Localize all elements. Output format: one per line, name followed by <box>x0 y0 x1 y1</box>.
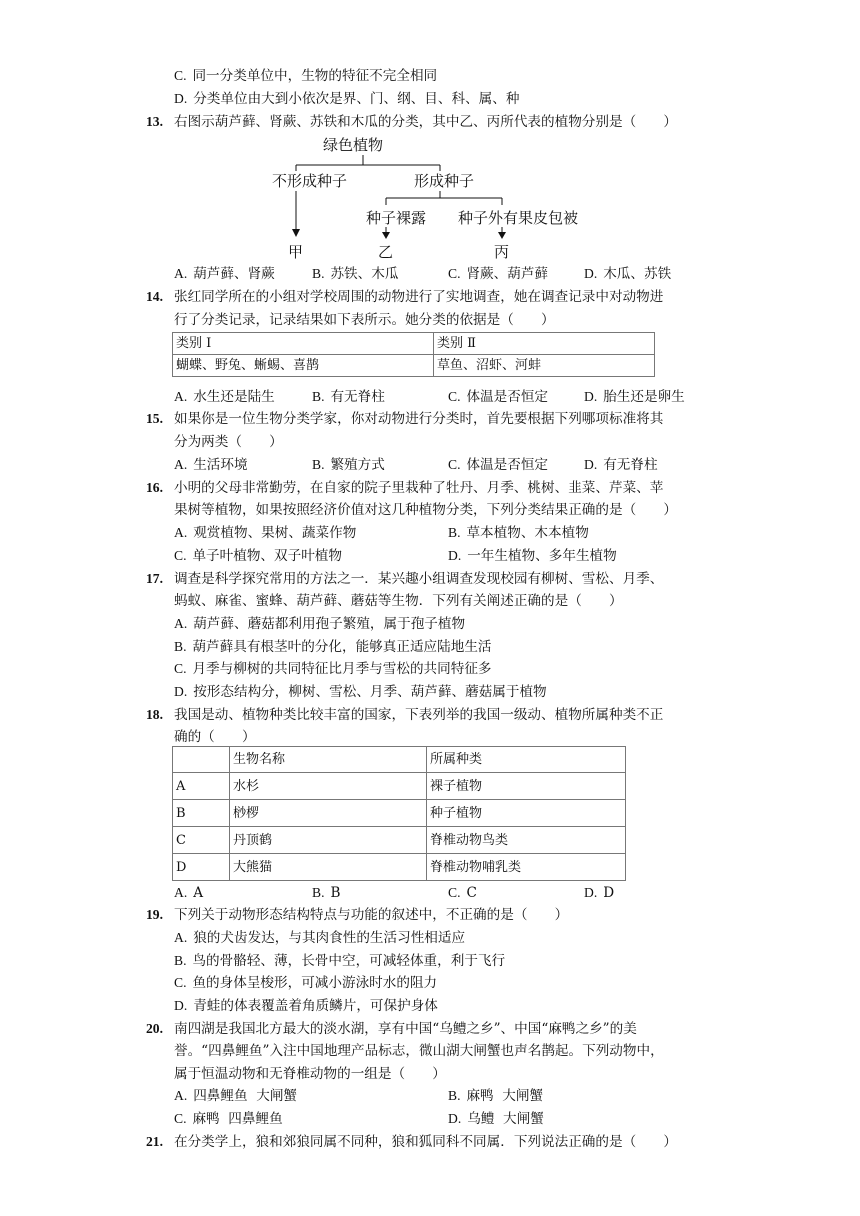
q17-stem-line2: 蚂蚁、麻雀、蜜蜂、葫芦藓、蘑菇等生物．下列有关阐述正确的是（ ） <box>174 593 623 609</box>
q20-stem-line2: 誉。“四鼻鲤鱼”入注中国地理产品标志，微山湖大闸蟹也声名鹊起。下列动物中， <box>174 1043 664 1059</box>
q19-option-b[interactable]: B. 鸟的骨骼轻、薄，长骨中空，可减轻体重，利于飞行 <box>174 953 506 969</box>
q18-number: 18. <box>146 707 163 722</box>
table-cell: 大熊猫 <box>230 854 427 881</box>
q17-option-c[interactable]: C. 月季与柳树的共同特征比月季与雪松的共同特征多 <box>174 661 492 677</box>
plant-classification-diagram <box>260 133 620 263</box>
q12-option-c: C. 同一分类单位中，生物的特征不完全相同 <box>174 68 438 84</box>
q14-stem-line1: 张红同学所在的小组对学校周围的动物进行了实地调查，她在调查记录中对动物进 <box>174 289 664 305</box>
q14-table-header-1: 类别 I <box>173 333 434 355</box>
q17-number: 17. <box>146 571 163 586</box>
q18-stem-line2: 确的（ ） <box>174 729 256 745</box>
table-cell: B <box>173 800 230 827</box>
diagram-leaf-yi: 乙 <box>378 243 394 261</box>
q15-option-a[interactable]: A. 生活环境 <box>174 457 248 473</box>
diagram-leaf-jia: 甲 <box>288 243 304 261</box>
q14-table-cell-2: 草鱼、沼虾、河蚌 <box>434 355 655 377</box>
q19-stem: 下列关于动物形态结构特点与功能的叙述中，不正确的是（ ） <box>174 907 569 923</box>
diagram-fruit-seed-label: 种子外有果皮包被 <box>458 209 579 227</box>
q16-stem-line1: 小明的父母非常勤劳，在自家的院子里栽种了牡丹、月季、桃树、韭菜、芹菜、苹 <box>174 480 664 496</box>
table-row <box>173 827 626 854</box>
table-row <box>173 773 626 800</box>
q16-stem-line2: 果树等植物，如果按照经济价值对这几种植物分类，下列分类结果正确的是（ ） <box>174 502 677 518</box>
q16-number: 16. <box>146 480 163 495</box>
q16-option-c[interactable]: C. 单子叶植物、双子叶植物 <box>174 548 342 564</box>
table-cell: 脊椎动物鸟类 <box>427 827 626 854</box>
table-cell: 种子植物 <box>427 800 626 827</box>
q17-option-b[interactable]: B. 葫芦藓具有根茎叶的分化，能够真正适应陆地生活 <box>174 639 492 655</box>
q18-option-c[interactable]: C. C <box>448 885 477 901</box>
diagram-no-seed-label: 不形成种子 <box>272 172 348 190</box>
q14-table-cell-1: 蝴蝶、野兔、蜥蜴、喜鹊 <box>173 355 434 377</box>
q12-option-d: D. 分类单位由大到小依次是界、门、纲、目、科、属、种 <box>174 91 520 107</box>
table-cell: 裸子植物 <box>427 773 626 800</box>
q17-option-d[interactable]: D. 按形态结构分，柳树、雪松、月季、葫芦藓、蘑菇属于植物 <box>174 684 547 700</box>
q18-option-d[interactable]: D. D <box>584 885 615 901</box>
q13-stem: 右图示葫芦藓、肾蕨、苏铁和木瓜的分类，其中乙、丙所代表的植物分别是（ ） <box>174 114 677 130</box>
table-cell: A <box>173 773 230 800</box>
q20-option-b[interactable]: B. 麻鸭 大闸蟹 <box>448 1088 544 1104</box>
q14-number: 14. <box>146 289 163 304</box>
q18-stem-line1: 我国是动、植物种类比较丰富的国家，下表列举的我国一级动、植物所属种类不正 <box>174 707 664 723</box>
q17-option-a[interactable]: A. 葫芦藓、蘑菇都利用孢子繁殖，属于孢子植物 <box>174 616 466 632</box>
q16-option-b[interactable]: B. 草本植物、木本植物 <box>448 525 589 541</box>
q18-table-header-blank <box>173 747 230 773</box>
diagram-seed-label: 形成种子 <box>414 172 475 190</box>
q18-option-b[interactable]: B. B <box>312 885 341 901</box>
q21-stem: 在分类学上，狼和郊狼同属不同种，狼和狐同科不同属．下列说法正确的是（ ） <box>174 1134 677 1150</box>
q14-option-d[interactable]: D. 胎生还是卵生 <box>584 389 685 405</box>
q15-option-d[interactable]: D. 有无脊柱 <box>584 457 658 473</box>
q13-option-d[interactable]: D. 木瓜、苏铁 <box>584 266 672 282</box>
q20-number: 20. <box>146 1021 163 1036</box>
table-cell: 脊椎动物哺乳类 <box>427 854 626 881</box>
q18-option-a[interactable]: A. A <box>174 885 204 901</box>
q19-option-d[interactable]: D. 青蛙的体表覆盖着角质鳞片，可保护身体 <box>174 998 438 1014</box>
table-row <box>173 854 626 881</box>
q19-option-a[interactable]: A. 狼的犬齿发达，与其肉食性的生活习性相适应 <box>174 930 466 946</box>
q16-option-d[interactable]: D. 一年生植物、多年生植物 <box>448 548 617 564</box>
table-cell: C <box>173 827 230 854</box>
table-row <box>173 800 626 827</box>
table-cell: 丹顶鹤 <box>230 827 427 854</box>
table-cell: 水杉 <box>230 773 427 800</box>
q18-table-header-name: 生物名称 <box>230 747 427 773</box>
q14-option-c[interactable]: C. 体温是否恒定 <box>448 389 549 405</box>
q14-option-b[interactable]: B. 有无脊柱 <box>312 389 385 405</box>
q14-stem-line2: 行了分类记录，记录结果如下表所示。她分类的依据是（ ） <box>174 312 555 328</box>
q14-option-a[interactable]: A. 水生还是陆生 <box>174 389 275 405</box>
q20-stem-line3: 属于恒温动物和无脊椎动物的一组是（ ） <box>174 1066 446 1082</box>
q15-option-b[interactable]: B. 繁殖方式 <box>312 457 385 473</box>
q13-number: 13. <box>146 114 163 129</box>
diagram-root-label: 绿色植物 <box>323 136 384 154</box>
q20-option-a[interactable]: A. 四鼻鲤鱼 大闸蟹 <box>174 1088 298 1104</box>
q15-option-c[interactable]: C. 体温是否恒定 <box>448 457 549 473</box>
q13-option-a[interactable]: A. 葫芦藓、肾蕨 <box>174 266 275 282</box>
table-cell: D <box>173 854 230 881</box>
q20-stem-line1: 南四湖是我国北方最大的淡水湖，享有中国“乌鳢之乡”、中国“麻鸭之乡”的美 <box>174 1021 637 1037</box>
q19-option-c[interactable]: C. 鱼的身体呈梭形，可减小游泳时水的阻力 <box>174 975 438 991</box>
q16-option-a[interactable]: A. 观赏植物、果树、蔬菜作物 <box>174 525 357 541</box>
q18-table-header-type: 所属种类 <box>427 747 626 773</box>
q15-number: 15. <box>146 411 163 426</box>
q21-number: 21. <box>146 1134 163 1149</box>
q19-number: 19. <box>146 907 163 922</box>
q13-option-b[interactable]: B. 苏铁、木瓜 <box>312 266 399 282</box>
diagram-leaf-bing: 丙 <box>494 243 510 261</box>
q15-stem-line1: 如果你是一位生物分类学家，你对动物进行分类时，首先要根据下列哪项标准将其 <box>174 411 664 427</box>
q14-table-header-2: 类别 Ⅱ <box>434 333 655 355</box>
q14-table <box>172 332 655 377</box>
q18-table <box>172 746 626 881</box>
q20-option-c[interactable]: C. 麻鸭 四鼻鲤鱼 <box>174 1111 283 1127</box>
q20-option-d[interactable]: D. 乌鳢 大闸蟹 <box>448 1111 544 1127</box>
table-cell: 桫椤 <box>230 800 427 827</box>
diagram-naked-seed-label: 种子裸露 <box>366 209 427 227</box>
q15-stem-line2: 分为两类（ ） <box>174 434 283 450</box>
q17-stem-line1: 调查是科学探究常用的方法之一．某兴趣小组调查发现校园有柳树、雪松、月季、 <box>174 571 664 587</box>
q13-option-c[interactable]: C. 肾蕨、葫芦藓 <box>448 266 549 282</box>
